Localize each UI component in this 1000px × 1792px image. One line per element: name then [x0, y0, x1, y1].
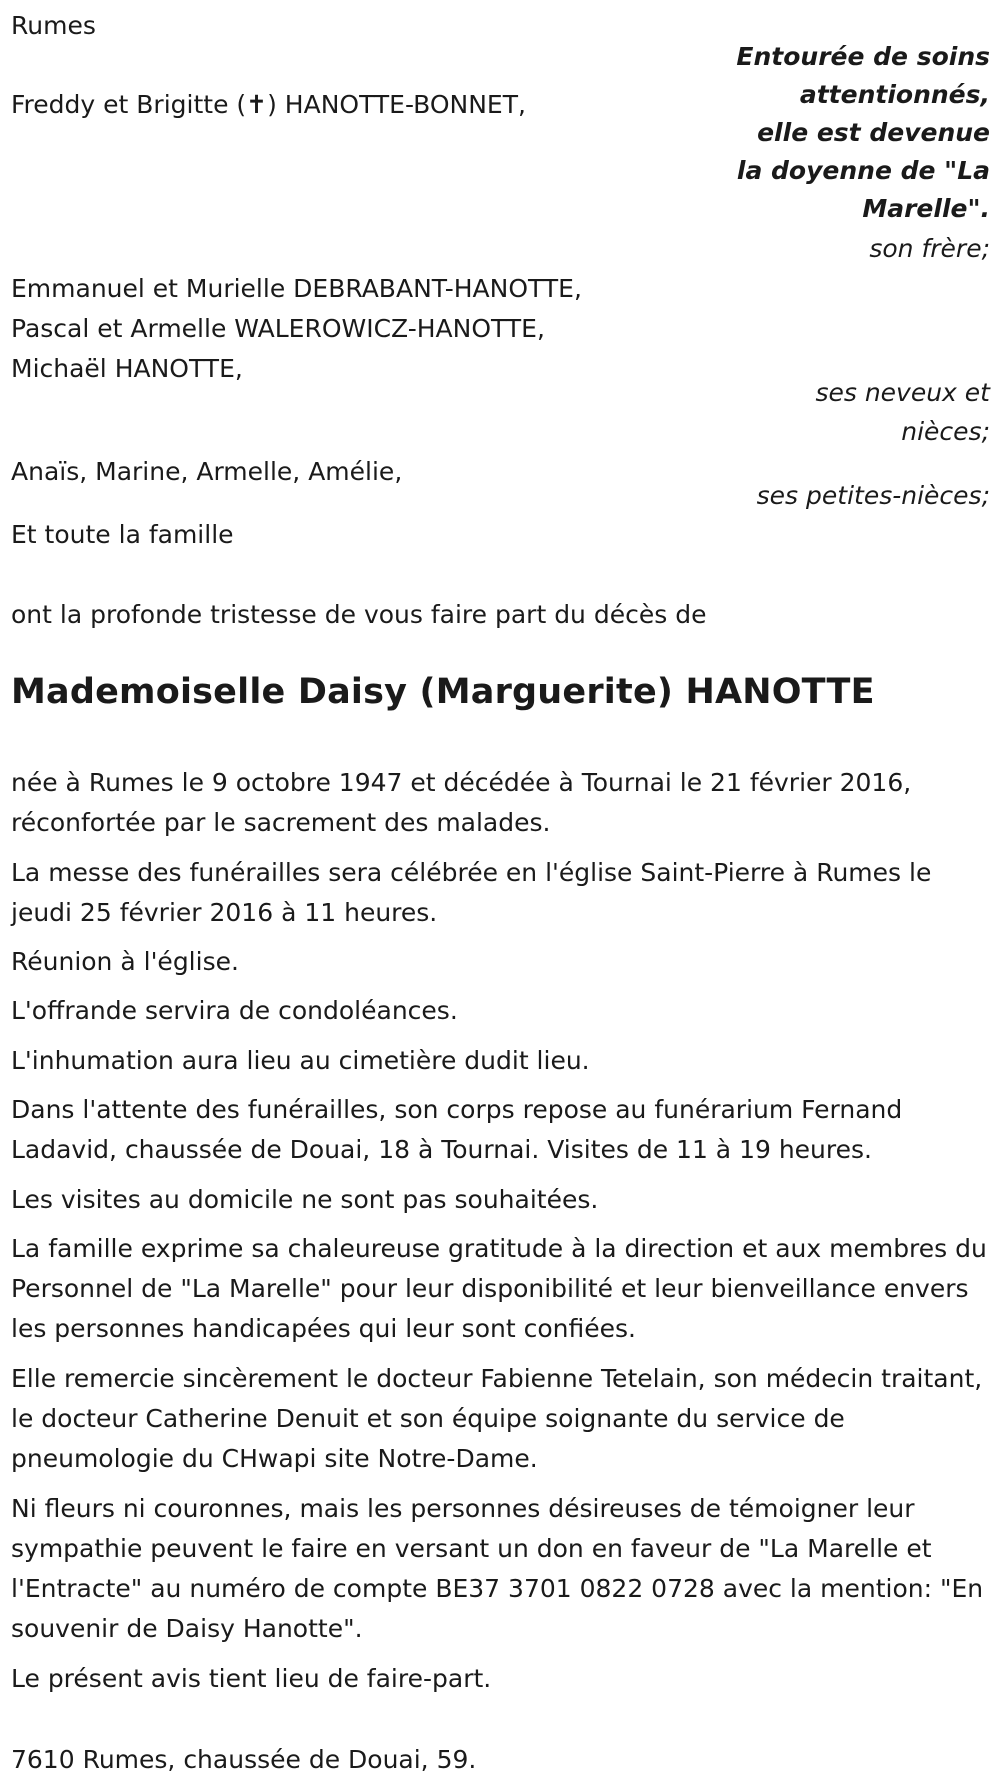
motto-line: la doyenne de "La — [736, 156, 990, 185]
motto-line: attentionnés, — [799, 80, 990, 109]
brother-relation: son frère; — [869, 234, 990, 263]
brother-names: Freddy et Brigitte (✝) HANOTTE-BONNET, — [11, 90, 526, 119]
grandnieces-relation: ses petites-nièces; — [756, 481, 990, 510]
motto-line: Entourée de soins — [736, 42, 990, 71]
motto-line: Marelle". — [862, 194, 990, 223]
birth-death-paragraph: née à Rumes le 9 octobre 1947 et décédée à Tournai le 21 février 2016, réconfortée par le sacrement des malades. — [11, 768, 912, 837]
offering-paragraph: L'offrande servira de condoléances. — [11, 996, 458, 1025]
grandnieces-names: Anaïs, Marine, Armelle, Amélie, — [11, 457, 403, 486]
address: 7610 Rumes, chaussée de Douai, 59. — [11, 1745, 477, 1774]
location: Rumes — [11, 11, 96, 40]
funerarium-paragraph: Dans l'attente des funérailles, son corps repose au funérarium Fernand Ladavid, chaussée de Douai, 18 à Tournai. Visites de 11 à 19 heures. — [11, 1095, 903, 1164]
visits-paragraph: Les visites au domicile ne sont pas souhaitées. — [11, 1185, 599, 1214]
nephew-name: Michaël HANOTTE, — [11, 354, 243, 383]
gratitude-paragraph: La famille exprime sa chaleureuse gratitude à la direction et aux membres du Personnel de "La Marelle" pour leur disponibilité et leur bienveillance envers les personnes handicapées qui leur sont confiées. — [11, 1234, 987, 1343]
burial-paragraph: L'inhumation aura lieu au cimetière dudit lieu. — [11, 1046, 590, 1075]
thanks-paragraph: Elle remercie sincèrement le docteur Fabienne Tetelain, son médecin traitant, le docteur Catherine Denuit et son équipe soignante du service de pneumologie du CHwapi site Notre-Dame. — [11, 1364, 983, 1473]
nephews-relation: ses neveux et — [815, 378, 990, 407]
family-others: Et toute la famille — [11, 520, 234, 549]
mass-paragraph: La messe des funérailles sera célébrée en l'église Saint-Pierre à Rumes le jeudi 25 février 2016 à 11 heures. — [11, 858, 932, 927]
meeting-paragraph: Réunion à l'église. — [11, 947, 239, 976]
deceased-name: Mademoiselle Daisy (Marguerite) HANOTTE — [11, 672, 875, 712]
nephew-name: Pascal et Armelle WALEROWICZ-HANOTTE, — [11, 314, 545, 343]
motto — [730, 38, 990, 228]
notice-paragraph: Le présent avis tient lieu de faire-part. — [11, 1664, 492, 1693]
nephew-name: Emmanuel et Murielle DEBRABANT-HANOTTE, — [11, 274, 582, 303]
donation-paragraph: Ni fleurs ni couronnes, mais les personnes désireuses de témoigner leur sympathie peuvent le faire en versant un don en faveur de "La Marelle et l'Entracte" au numéro de compte BE37 3701 0822 0728 avec la mention: "En souvenir de Daisy Hanotte". — [11, 1494, 984, 1643]
nephews-relation: nièces; — [901, 417, 990, 446]
announcement: ont la profonde tristesse de vous faire part du décès de — [11, 600, 707, 629]
motto-line: elle est devenue — [757, 118, 990, 147]
